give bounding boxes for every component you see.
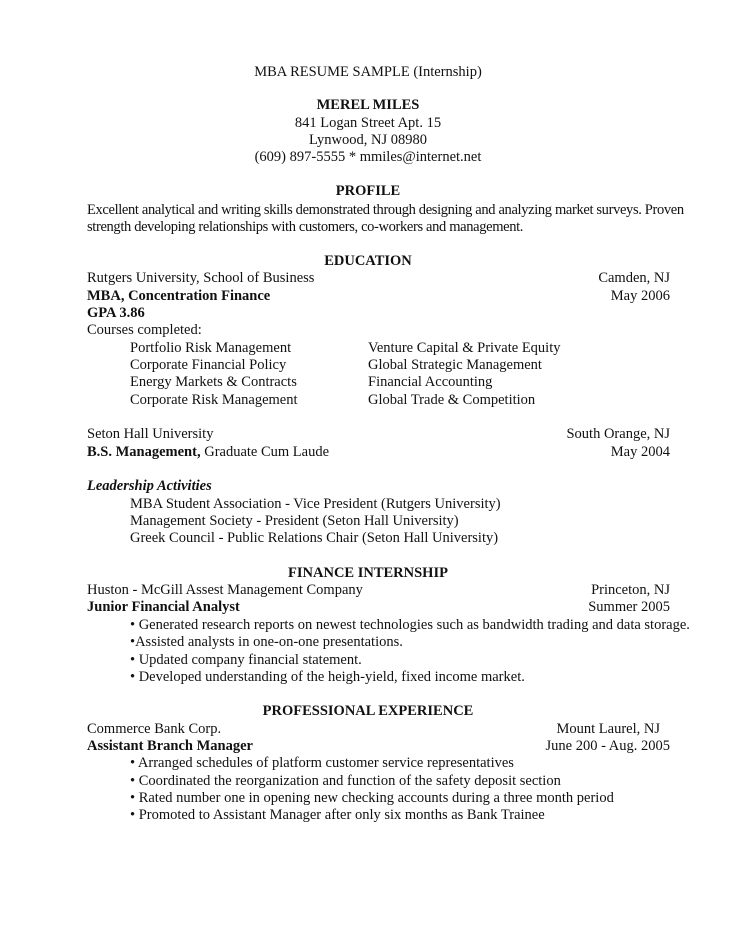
leadership-item: Greek Council - Public Relations Chair (Seton Hall University) [130, 530, 499, 546]
candidate-name: MEREL MILES [316, 97, 420, 113]
contact-line: (609) 897-5555 * mmiles@internet.net [254, 149, 482, 165]
school-1-degree-row [87, 288, 670, 305]
school-1-name: Rutgers University, School of Business [87, 270, 315, 286]
school-1-gpa: GPA 3.86 [87, 305, 145, 321]
school-2-row [87, 426, 670, 443]
internship-company-row [87, 582, 670, 599]
address-line-2: Lynwood, NJ 08980 [308, 132, 428, 148]
course-left: Corporate Risk Management [130, 392, 298, 408]
school-2-location: South Orange, NJ [566, 426, 670, 442]
course-right: Financial Accounting [368, 374, 493, 390]
course-left: Energy Markets & Contracts [130, 374, 297, 390]
experience-date: June 200 - Aug. 2005 [545, 738, 670, 754]
internship-title: Junior Financial Analyst [87, 599, 240, 615]
course-right: Global Trade & Competition [368, 392, 536, 408]
address-line-1: 841 Logan Street Apt. 15 [294, 115, 442, 131]
school-1-date: May 2006 [610, 288, 670, 304]
course-left: Portfolio Risk Management [130, 340, 292, 356]
education-heading: EDUCATION [324, 253, 412, 269]
experience-company: Commerce Bank Corp. [87, 721, 222, 737]
profile-text-line-2: strength developing relationships with customers, co-workers and management. [87, 219, 524, 235]
internship-company: Huston - McGill Assest Management Company [87, 582, 363, 598]
school-2-degree: B.S. Management, [87, 444, 201, 460]
experience-title-row [87, 738, 670, 755]
school-2-honors: Graduate Cum Laude [200, 444, 330, 460]
experience-bullet: • Rated number one in opening new checking accounts during a three month period [130, 790, 614, 806]
school-1-row [87, 270, 670, 287]
document-title: MBA RESUME SAMPLE (Internship) [254, 64, 482, 80]
school-2-name: Seton Hall University [87, 426, 214, 442]
profile-heading: PROFILE [335, 183, 401, 199]
course-left: Corporate Financial Policy [130, 357, 287, 373]
internship-title-row [87, 599, 670, 616]
leadership-item: MBA Student Association - Vice President (Rutgers University) [130, 496, 501, 512]
course-right: Global Strategic Management [368, 357, 542, 373]
experience-bullet: • Arranged schedules of platform customer service representatives [130, 755, 514, 771]
school-2-degree-group [87, 444, 329, 461]
internship-bullet: • Generated research reports on newest technologies such as bandwidth trading and data storage. [130, 617, 690, 633]
course-right: Venture Capital & Private Equity [368, 340, 561, 356]
experience-title: Assistant Branch Manager [87, 738, 253, 754]
experience-heading: PROFESSIONAL EXPERIENCE [262, 703, 474, 719]
school-1-degree: MBA, Concentration Finance [87, 288, 271, 304]
internship-bullet: • Updated company financial statement. [130, 652, 362, 668]
school-2-degree-row [87, 444, 670, 461]
experience-bullet: • Promoted to Assistant Manager after only six months as Bank Trainee [130, 807, 545, 823]
internship-bullet: • Developed understanding of the heigh-yield, fixed income market. [130, 669, 525, 685]
internship-location: Princeton, NJ [591, 582, 670, 598]
courses-label: Courses completed: [87, 322, 202, 338]
profile-text-line-1: Excellent analytical and writing skills demonstrated through designing and analyzing market surveys. Proven [87, 202, 684, 218]
internship-date: Summer 2005 [588, 599, 670, 615]
leadership-label: Leadership Activities [87, 478, 212, 494]
experience-company-row [87, 721, 660, 738]
leadership-item: Management Society - President (Seton Hall University) [130, 513, 459, 529]
school-2-date: May 2004 [610, 444, 670, 460]
internship-heading: FINANCE INTERNSHIP [288, 565, 448, 581]
internship-bullet: •Assisted analysts in one-on-one presentations. [130, 634, 403, 650]
school-1-location: Camden, NJ [598, 270, 670, 286]
experience-bullet: • Coordinated the reorganization and function of the safety deposit section [130, 773, 561, 789]
experience-location: Mount Laurel, NJ [556, 721, 660, 737]
